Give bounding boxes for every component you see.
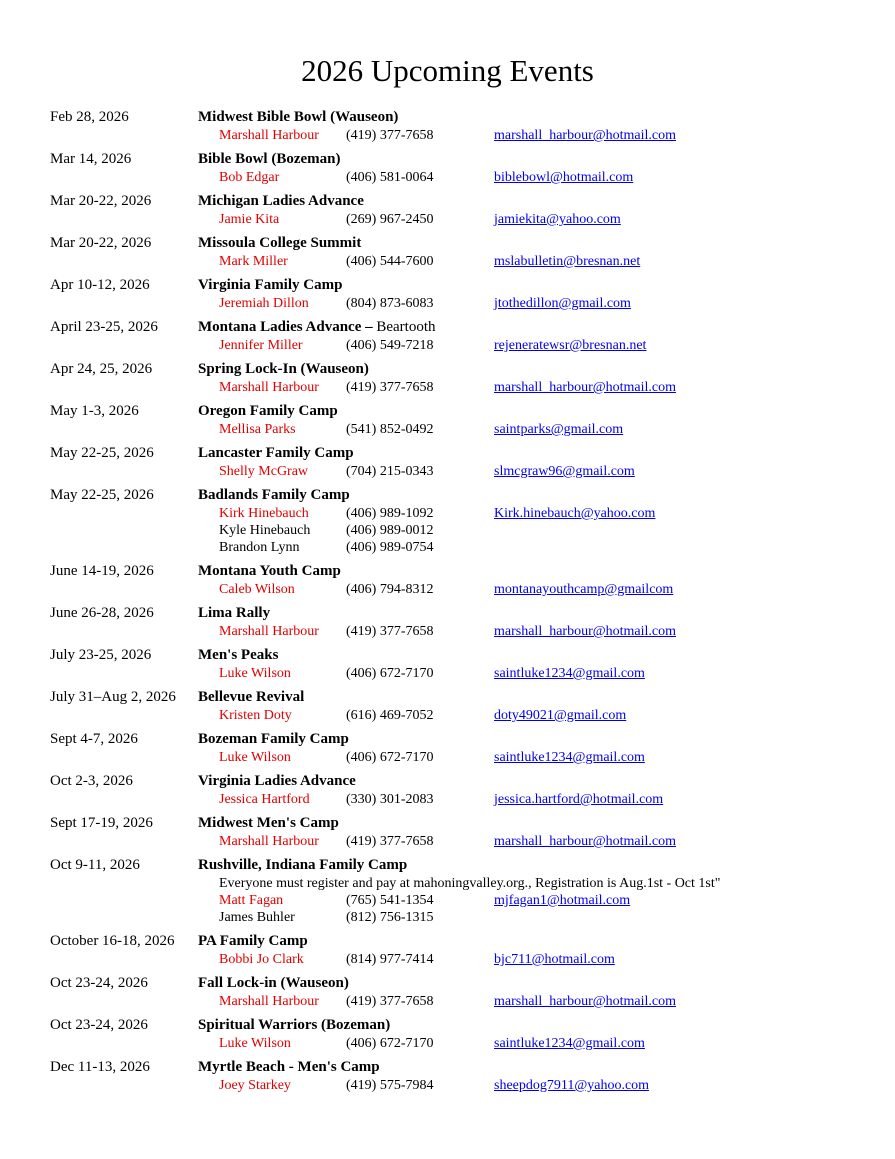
event-date: May 22-25, 2026 (50, 487, 154, 503)
contact-row (0, 539, 895, 556)
contact-name: Marshall Harbour (219, 624, 319, 639)
contact-phone: (814) 977-7414 (346, 952, 434, 967)
event-title: Badlands Family Camp (198, 487, 350, 503)
contact-email-link[interactable]: saintluke1234@gmail.com (494, 1036, 645, 1051)
event-date: Mar 20-22, 2026 (50, 235, 152, 251)
event-title: Virginia Ladies Advance (198, 773, 356, 789)
event-name (198, 486, 895, 505)
event-name (198, 772, 895, 791)
event-name (198, 360, 895, 379)
contact-name: Marshall Harbour (219, 380, 319, 395)
event-title: Bozeman Family Camp (198, 731, 349, 747)
contact-name: Jeremiah Dillon (219, 296, 309, 311)
contact-name: Luke Wilson (219, 750, 291, 765)
event-item (0, 1016, 895, 1052)
contact-email-link[interactable]: rejeneratewsr@bresnan.net (494, 338, 647, 353)
contact-email-link[interactable]: doty49021@gmail.com (494, 708, 627, 723)
contact-row (0, 379, 895, 396)
contact-phone: (406) 672-7170 (346, 666, 434, 681)
contact-phone: (406) 989-1092 (346, 506, 434, 521)
contact-email-link[interactable]: marshall_harbour@hotmail.com (494, 834, 677, 849)
event-item (0, 814, 895, 850)
contact-name: Shelly McGraw (219, 464, 309, 479)
contact-email-link[interactable]: slmcgraw96@gmail.com (494, 464, 635, 479)
contact-phone: (704) 215-0343 (346, 464, 434, 479)
event-date: June 26-28, 2026 (50, 605, 154, 621)
contact-phone: (406) 989-0754 (346, 540, 434, 555)
contact-name: Kristen Doty (219, 708, 292, 723)
contact-phone: (765) 541-1354 (346, 893, 434, 908)
event-title: Midwest Men's Camp (198, 815, 339, 831)
contact-phone: (419) 575-7984 (346, 1078, 434, 1093)
contact-email-link[interactable]: marshall_harbour@hotmail.com (494, 128, 677, 143)
contact-phone: (406) 549-7218 (346, 338, 434, 353)
event-title: Bible Bowl (Bozeman) (198, 151, 341, 167)
event-date: Sept 4-7, 2026 (50, 731, 138, 747)
event-location: Beartooth (372, 319, 436, 335)
contact-name: Matt Fagan (219, 893, 284, 908)
contact-name: Jennifer Miller (219, 338, 303, 353)
event-name (198, 318, 895, 337)
event-title: Montana Ladies Advance – (198, 319, 373, 335)
event-item (0, 856, 895, 926)
event-name (198, 730, 895, 749)
event-date: July 31–Aug 2, 2026 (50, 689, 176, 705)
contact-phone: (804) 873-6083 (346, 296, 434, 311)
contact-row (0, 127, 895, 144)
contact-email-link[interactable]: jessica.hartford@hotmail.com (494, 792, 664, 807)
event-item (0, 234, 895, 270)
event-item (0, 402, 895, 438)
event-date: October 16-18, 2026 (50, 933, 175, 949)
event-item (0, 108, 895, 144)
event-name (198, 402, 895, 421)
event-title: Rushville, Indiana Family Camp (198, 857, 408, 873)
event-item (0, 646, 895, 682)
contact-email-link[interactable]: montanayouthcamp@gmailcom (494, 582, 674, 597)
contact-row (0, 623, 895, 640)
event-item (0, 604, 895, 640)
contact-name: Bobbi Jo Clark (219, 952, 304, 967)
contact-name: Luke Wilson (219, 1036, 291, 1051)
event-title: Myrtle Beach - Men's Camp (198, 1059, 380, 1075)
event-item (0, 276, 895, 312)
contact-name: Kyle Hinebauch (219, 523, 311, 538)
event-date: Sept 17-19, 2026 (50, 815, 153, 831)
contact-phone: (406) 581-0064 (346, 170, 434, 185)
event-title: Montana Youth Camp (198, 563, 341, 579)
contact-email-link[interactable]: marshall_harbour@hotmail.com (494, 994, 677, 1009)
event-name (198, 1016, 895, 1035)
contact-row (0, 749, 895, 766)
contact-row (0, 421, 895, 438)
contact-phone: (616) 469-7052 (346, 708, 434, 723)
contact-row (0, 211, 895, 228)
event-item (0, 444, 895, 480)
contact-email-link[interactable]: jtothedillon@gmail.com (494, 296, 631, 311)
event-title: Oregon Family Camp (198, 403, 338, 419)
event-item (0, 486, 895, 556)
event-title: Michigan Ladies Advance (198, 193, 364, 209)
event-item (0, 974, 895, 1010)
contact-phone: (419) 377-7658 (346, 128, 434, 143)
event-date: Dec 11-13, 2026 (50, 1059, 150, 1075)
contact-email-link[interactable]: marshall_harbour@hotmail.com (494, 380, 677, 395)
contact-row (0, 581, 895, 598)
event-date: Apr 10-12, 2026 (50, 277, 150, 293)
contact-email-link[interactable]: bjc711@hotmail.com (494, 952, 615, 967)
event-note: Everyone must register and pay at mahoningvalley.org., Registration is Aug.1st - Oct 1st" (219, 876, 721, 891)
contact-name: Jessica Hartford (219, 792, 310, 807)
contact-name: Marshall Harbour (219, 128, 319, 143)
contact-name: Brandon Lynn (219, 540, 300, 555)
event-name (198, 562, 895, 581)
contact-name: Mark Miller (219, 254, 288, 269)
contact-email-link[interactable]: mslabulletin@bresnan.net (494, 254, 641, 269)
contact-name: Bob Edgar (219, 170, 280, 185)
contact-email-link[interactable]: sheepdog7911@yahoo.com (494, 1078, 650, 1093)
event-item (0, 730, 895, 766)
event-date: Oct 23-24, 2026 (50, 975, 148, 991)
contact-row (0, 993, 895, 1010)
contact-row (0, 295, 895, 312)
contact-name: James Buhler (219, 910, 295, 925)
page-title: 2026 Upcoming Events (301, 53, 594, 88)
contact-email-link[interactable]: saintluke1234@gmail.com (494, 750, 645, 765)
event-name (198, 234, 895, 253)
contact-phone: (419) 377-7658 (346, 834, 434, 849)
event-date: Mar 20-22, 2026 (50, 193, 152, 209)
event-item (0, 932, 895, 968)
contact-name: Mellisa Parks (219, 422, 296, 437)
event-date: Mar 14, 2026 (50, 151, 132, 167)
event-item (0, 1058, 895, 1094)
contact-row (0, 791, 895, 808)
event-date: April 23-25, 2026 (50, 319, 158, 335)
contact-row (0, 522, 895, 539)
event-title: Lima Rally (198, 605, 271, 621)
events-list (0, 108, 895, 1094)
event-name (198, 688, 895, 707)
event-date: July 23-25, 2026 (50, 647, 152, 663)
contact-email-link[interactable]: marshall_harbour@hotmail.com (494, 624, 677, 639)
contact-email-link[interactable]: saintparks@gmail.com (494, 422, 624, 437)
contact-email-link[interactable]: mjfagan1@hotmail.com (494, 893, 631, 908)
contact-email-link[interactable]: biblebowl@hotmail.com (494, 170, 634, 185)
contact-name: Marshall Harbour (219, 834, 319, 849)
event-date: Feb 28, 2026 (50, 109, 129, 125)
event-item (0, 150, 895, 186)
event-title: Spring Lock-In (Wauseon) (198, 361, 369, 377)
contact-email-link[interactable]: jamiekita@yahoo.com (494, 212, 621, 227)
event-name (198, 932, 895, 951)
event-item (0, 192, 895, 228)
event-name (198, 974, 895, 993)
event-title: Missoula College Summit (198, 235, 362, 251)
contact-row (0, 951, 895, 968)
contact-phone: (330) 301-2083 (346, 792, 434, 807)
contact-row (0, 833, 895, 850)
event-date: Apr 24, 25, 2026 (50, 361, 153, 377)
contact-phone: (269) 967-2450 (346, 212, 434, 227)
contact-phone: (419) 377-7658 (346, 380, 434, 395)
contact-row (0, 169, 895, 186)
event-title: Midwest Bible Bowl (Wauseon) (198, 109, 399, 125)
contact-phone: (541) 852-0492 (346, 422, 434, 437)
contact-row (0, 253, 895, 270)
event-item (0, 318, 895, 354)
event-item (0, 360, 895, 396)
event-date: Oct 9-11, 2026 (50, 857, 140, 873)
contact-row (0, 505, 895, 522)
event-item (0, 772, 895, 808)
event-name (198, 192, 895, 211)
event-title: Men's Peaks (198, 647, 279, 663)
event-name (198, 1058, 895, 1077)
event-name (198, 604, 895, 623)
contact-name: Luke Wilson (219, 666, 291, 681)
event-date: Oct 23-24, 2026 (50, 1017, 148, 1033)
event-item (0, 562, 895, 598)
event-name (198, 150, 895, 169)
contact-name: Kirk Hinebauch (219, 506, 309, 521)
contact-row (0, 463, 895, 480)
contact-row (0, 1077, 895, 1094)
event-name (198, 108, 895, 127)
contact-phone: (812) 756-1315 (346, 910, 434, 925)
contact-name: Jamie Kita (219, 212, 280, 227)
contact-row (0, 909, 895, 926)
event-date: Oct 2-3, 2026 (50, 773, 133, 789)
event-date: May 1-3, 2026 (50, 403, 139, 419)
event-date: May 22-25, 2026 (50, 445, 154, 461)
contact-phone: (419) 377-7658 (346, 624, 434, 639)
event-name (198, 444, 895, 463)
contact-row (0, 707, 895, 724)
contact-row (0, 665, 895, 682)
event-date: June 14-19, 2026 (50, 563, 154, 579)
event-name (198, 646, 895, 665)
event-title: Fall Lock-in (Wauseon) (198, 975, 349, 991)
contact-name: Joey Starkey (219, 1078, 291, 1093)
event-item (0, 688, 895, 724)
event-title: Virginia Family Camp (198, 277, 343, 293)
contact-phone: (406) 672-7170 (346, 750, 434, 765)
event-name (198, 276, 895, 295)
contact-phone: (406) 544-7600 (346, 254, 434, 269)
contact-name: Marshall Harbour (219, 994, 319, 1009)
contact-email-link[interactable]: Kirk.hinebauch@yahoo.com (494, 506, 656, 521)
contact-email-link[interactable]: saintluke1234@gmail.com (494, 666, 645, 681)
contact-phone: (406) 794-8312 (346, 582, 434, 597)
contact-phone: (406) 672-7170 (346, 1036, 434, 1051)
contact-name: Caleb Wilson (219, 582, 295, 597)
event-title: Bellevue Revival (198, 689, 305, 705)
event-name (198, 856, 895, 875)
event-title: Lancaster Family Camp (198, 445, 354, 461)
contact-row (0, 892, 895, 909)
contact-row (0, 1035, 895, 1052)
event-title: Spiritual Warriors (Bozeman) (198, 1017, 391, 1033)
contact-phone: (406) 989-0012 (346, 523, 434, 538)
contact-row (0, 337, 895, 354)
event-title: PA Family Camp (198, 933, 308, 949)
event-name (198, 814, 895, 833)
contact-phone: (419) 377-7658 (346, 994, 434, 1009)
